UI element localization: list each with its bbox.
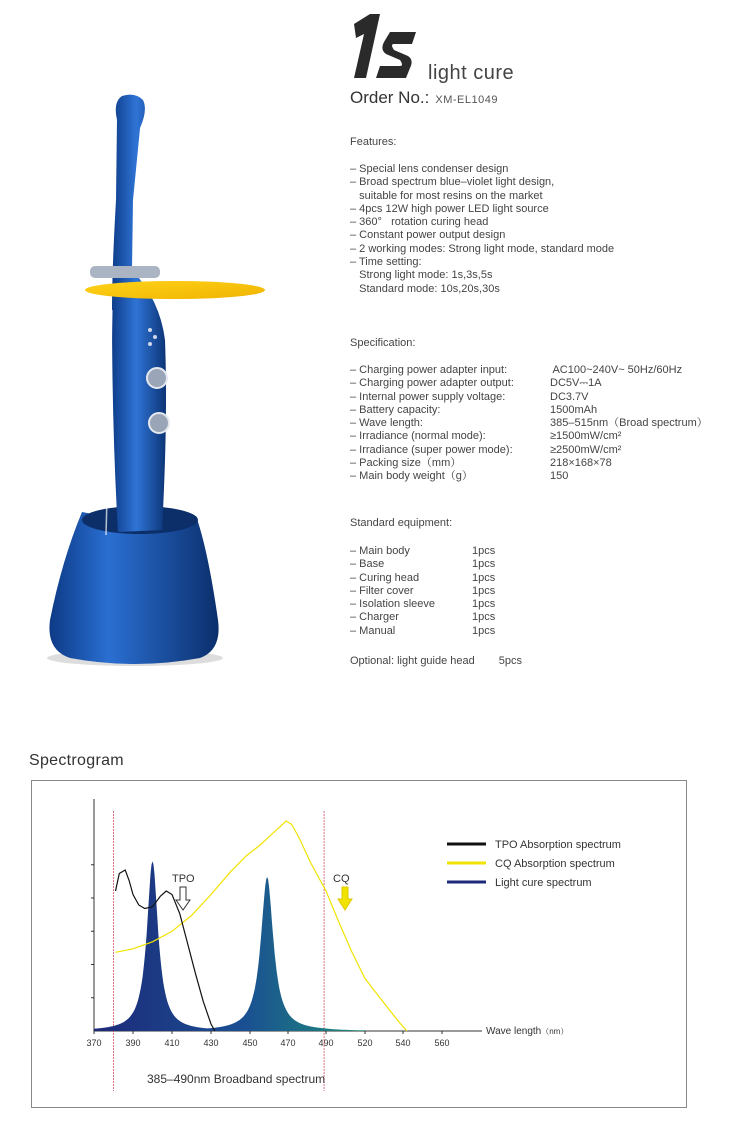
equipment-key: – Curing head — [350, 571, 420, 584]
order-label: Order No.: — [350, 88, 430, 107]
equipment-key: – Main body — [350, 545, 410, 557]
spec-row — [350, 404, 708, 417]
equipment-row — [350, 611, 495, 624]
brand-logo — [350, 10, 422, 82]
equipment-value: 1pcs — [472, 571, 496, 584]
equipment-value: 1pcs — [472, 558, 496, 571]
handpiece-body — [112, 95, 166, 532]
x-tick-label: 390 — [125, 1038, 141, 1048]
x-tick-label: 410 — [164, 1038, 180, 1048]
order-value: XM-EL1049 — [435, 94, 498, 106]
feature-line: Strong light mode: 1s,3s,5s — [350, 269, 493, 282]
power-button — [147, 368, 167, 388]
legend-label: TPO Absorption spectrum — [495, 839, 621, 851]
spectrogram-title: Spectrogram — [29, 752, 124, 769]
equipment-key: – Filter cover — [350, 584, 414, 597]
spec-row — [350, 470, 708, 483]
equipment-value: 1pcs — [472, 598, 496, 611]
x-tick-label: 490 — [318, 1038, 334, 1048]
x-tick-label: 450 — [242, 1038, 258, 1048]
specification-title: Specification: — [350, 337, 416, 349]
equipment-key: – Manual — [350, 624, 396, 637]
equipment-value: 1pcs — [472, 545, 496, 557]
spec-row — [350, 417, 708, 430]
equipment-key: – Base — [350, 558, 385, 571]
equipment-title: Standard equipment: — [350, 517, 453, 529]
feature-line: – Constant power output design — [350, 229, 506, 242]
spec-row — [350, 377, 708, 390]
band-annotation: 385–490nm Broadband spectrum — [147, 1072, 326, 1086]
feature-line: suitable for most resins on the market — [350, 189, 543, 202]
charging-base — [49, 512, 218, 664]
x-tick-label: 470 — [280, 1038, 296, 1048]
x-axis-label-text: Wave length — [486, 1026, 542, 1037]
spec-value: 385–515nm（Broad spectrum） — [550, 417, 708, 430]
spectrogram-frame — [31, 780, 687, 1108]
features-list — [350, 163, 614, 296]
x-tick-label: 540 — [395, 1038, 411, 1048]
equipment-row — [350, 625, 495, 638]
rotation-collar — [90, 266, 160, 278]
mode-button — [149, 413, 169, 433]
cq-annotation: CQ — [333, 873, 350, 885]
spec-key: – Irradiance (normal mode): — [350, 430, 486, 443]
equipment-row — [350, 545, 495, 558]
x-tick-label: 430 — [203, 1038, 219, 1048]
spec-value: 150 — [550, 470, 569, 483]
spec-row — [350, 364, 708, 377]
spec-key: – Wave length: — [350, 417, 423, 430]
tpo-arrow-icon — [176, 887, 190, 910]
equipment-row — [350, 598, 495, 611]
spec-key: – Main body weight（g） — [350, 470, 473, 483]
optional-accessory — [350, 655, 522, 667]
spec-row — [350, 444, 708, 457]
cq-arrow-icon — [338, 887, 352, 910]
spec-key: – Battery capacity: — [350, 403, 441, 416]
feature-line: – Broad spectrum blue–violet light design, — [350, 176, 555, 189]
features-title: Features: — [350, 136, 397, 148]
equipment-table — [350, 545, 495, 638]
spec-row — [350, 430, 708, 443]
x-tick-label: 370 — [86, 1038, 102, 1048]
feature-line: – 2 working modes: Strong light mode, standard mode — [350, 242, 615, 255]
product-name: light cure — [428, 62, 515, 84]
product-image — [0, 80, 300, 680]
spec-row — [350, 457, 708, 470]
legend-label: CQ Absorption spectrum — [495, 858, 615, 870]
filter-cover — [85, 281, 265, 299]
optional-value: 5pcs — [498, 655, 523, 667]
spec-row — [350, 391, 708, 404]
equipment-row — [350, 572, 495, 585]
spec-value: DC5V⎓1A — [550, 377, 602, 390]
spec-value: ≥1500mW/cm² — [550, 430, 622, 443]
indicator-dot — [148, 328, 152, 332]
legend-label: Light cure spectrum — [495, 877, 592, 889]
spec-key: – Charging power adapter input: — [350, 364, 508, 376]
equipment-key: – Isolation sleeve — [350, 598, 435, 611]
feature-line: – 360° rotation curing head — [350, 216, 489, 229]
equipment-key: – Charger — [350, 611, 399, 624]
equipment-row — [350, 558, 495, 571]
indicator-dot — [153, 335, 157, 339]
feature-line: Standard mode: 10s,20s,30s — [350, 282, 500, 295]
spec-value: ≥2500mW/cm² — [550, 443, 622, 456]
indicator-dot — [148, 342, 152, 346]
feature-line: – Special lens condenser design — [350, 163, 509, 175]
equipment-value: 1pcs — [472, 611, 496, 624]
spec-key: – Internal power supply voltage: — [350, 390, 506, 403]
x-tick-label: 560 — [434, 1038, 450, 1048]
specification-table — [350, 364, 708, 484]
spec-key: – Irradiance (super power mode): — [350, 443, 513, 456]
equipment-value: 1pcs — [472, 584, 496, 597]
equipment-value: 1pcs — [472, 624, 496, 637]
equipment-row — [350, 585, 495, 598]
feature-line: – Time setting: — [350, 256, 422, 269]
optional-label: Optional: light guide head — [350, 655, 475, 667]
spec-key: – Packing size（mm） — [350, 457, 462, 470]
spec-value: DC3.7V — [550, 390, 589, 403]
x-axis-unit: （nm） — [541, 1027, 569, 1036]
order-number — [350, 88, 498, 108]
x-tick-label: 520 — [357, 1038, 373, 1048]
spec-value: AC100~240V~ 50Hz/60Hz — [550, 364, 683, 376]
spec-key: – Charging power adapter output: — [350, 377, 514, 390]
x-axis-label — [486, 1026, 568, 1037]
spectrogram-chart — [32, 781, 686, 1107]
spec-value: 218×168×78 — [550, 457, 612, 470]
feature-line: – 4pcs 12W high power LED light source — [350, 202, 549, 215]
tpo-annotation: TPO — [172, 873, 195, 885]
spec-value: 1500mAh — [550, 403, 598, 416]
